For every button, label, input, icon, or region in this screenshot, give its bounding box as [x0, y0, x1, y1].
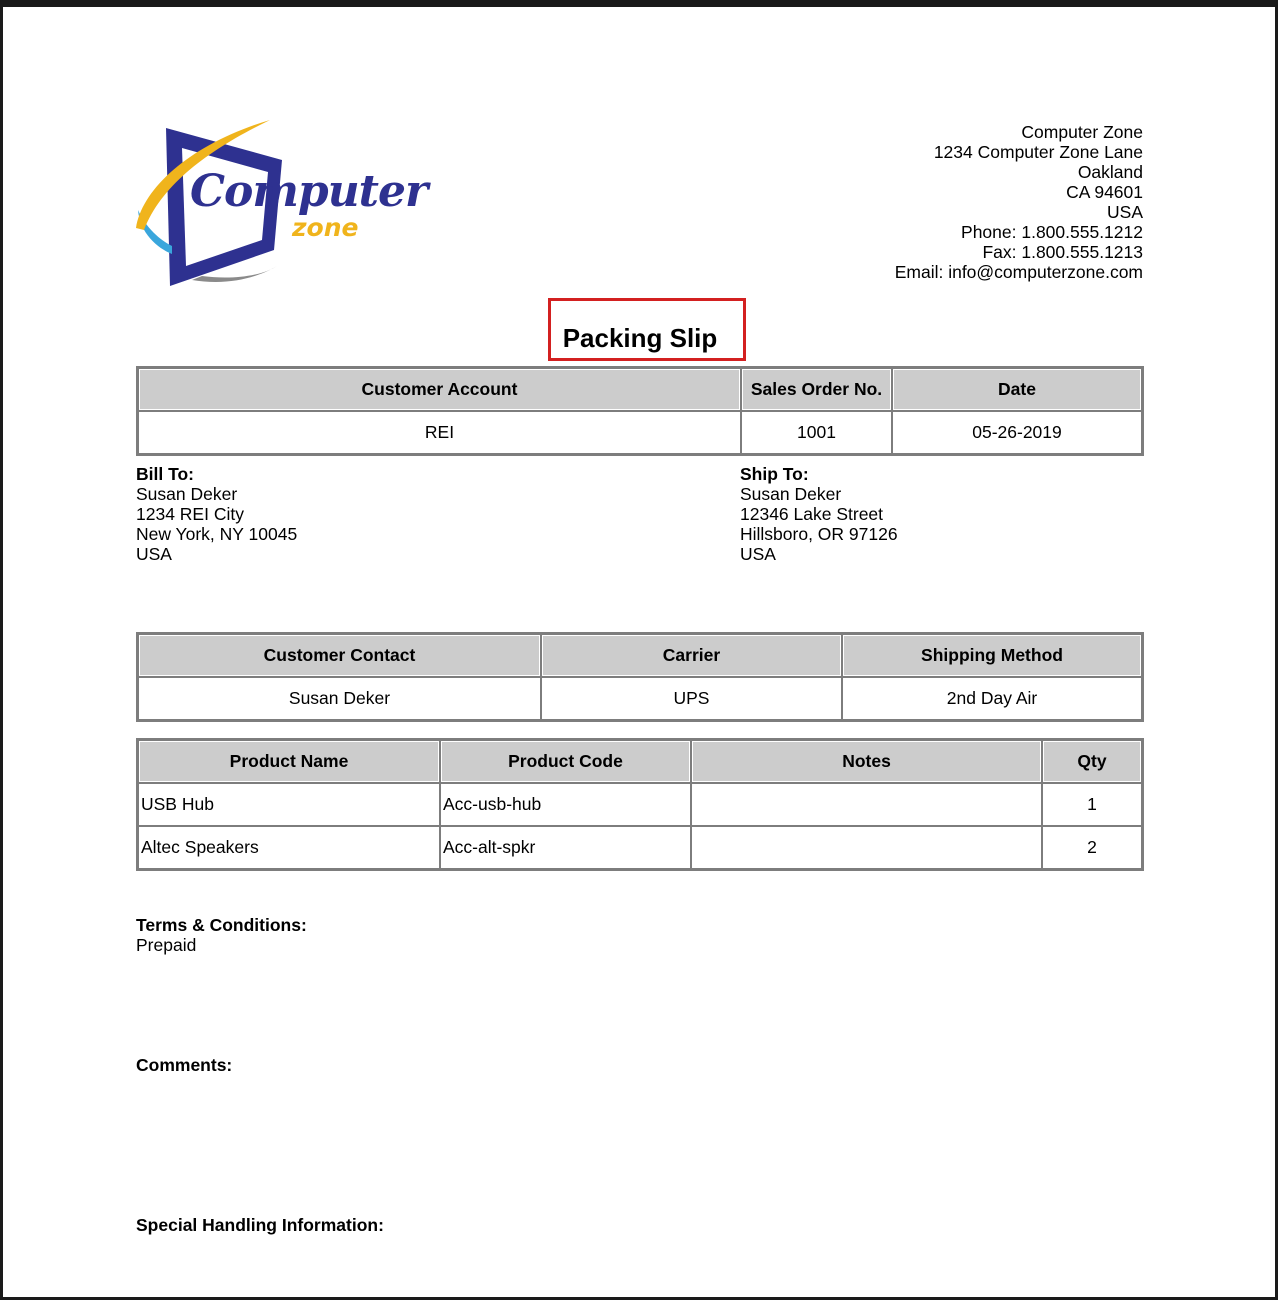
company-country: USA	[1107, 202, 1143, 222]
company-name: Computer Zone	[1021, 122, 1143, 142]
terms-value: Prepaid	[136, 935, 197, 955]
header-qty: Qty	[1042, 740, 1142, 783]
header-carrier: Carrier	[541, 634, 842, 677]
order-value-row	[138, 411, 1142, 454]
product-name-cell: USB Hub	[138, 783, 440, 826]
company-fax: Fax: 1.800.555.1213	[982, 242, 1143, 262]
company-address-block	[895, 122, 1143, 282]
bill-to-block	[136, 464, 297, 564]
date-value: 05-26-2019	[892, 411, 1142, 454]
logo-word-zone: zone	[292, 213, 359, 242]
company-street: 1234 Computer Zone Lane	[933, 142, 1143, 162]
order-info-table	[136, 366, 1144, 456]
product-code-cell: Acc-alt-spkr	[440, 826, 691, 869]
logo-word-computer: Computer	[190, 166, 428, 217]
ship-to-country: USA	[740, 544, 776, 564]
bill-to-street: 1234 REI City	[136, 504, 244, 524]
customer-contact-value: Susan Deker	[138, 677, 541, 720]
qty-cell: 2	[1042, 826, 1142, 869]
terms-section	[136, 915, 307, 955]
company-email: Email: info@computerzone.com	[894, 262, 1143, 282]
bill-to-label: Bill To:	[136, 464, 194, 484]
product-code-cell: Acc-usb-hub	[440, 783, 691, 826]
page-title: Packing Slip	[562, 323, 718, 353]
header-product-code: Product Code	[440, 740, 691, 783]
header-customer-account: Customer Account	[138, 368, 741, 411]
products-table	[136, 738, 1144, 871]
shipping-info-table	[136, 632, 1144, 722]
table-row	[138, 783, 1142, 826]
carrier-value: UPS	[541, 677, 842, 720]
sales-order-no-value: 1001	[741, 411, 892, 454]
bill-to-name: Susan Deker	[136, 484, 238, 504]
shipping-header-row	[138, 634, 1142, 677]
ship-to-label: Ship To:	[740, 464, 809, 484]
company-phone: Phone: 1.800.555.1212	[961, 222, 1143, 242]
header-date: Date	[892, 368, 1142, 411]
ship-to-city: Hillsboro, OR 97126	[740, 524, 898, 544]
header-customer-contact: Customer Contact	[138, 634, 541, 677]
header-product-name: Product Name	[138, 740, 440, 783]
ship-to-block	[740, 464, 898, 564]
bill-to-country: USA	[136, 544, 172, 564]
qty-cell: 1	[1042, 783, 1142, 826]
order-header-row	[138, 368, 1142, 411]
special-handling-section	[136, 1215, 384, 1235]
notes-cell	[691, 783, 1042, 826]
notes-cell	[691, 826, 1042, 869]
shipping-method-value: 2nd Day Air	[842, 677, 1142, 720]
product-name-cell: Altec Speakers	[138, 826, 440, 869]
header-notes: Notes	[691, 740, 1042, 783]
ship-to-street: 12346 Lake Street	[740, 504, 884, 524]
terms-label: Terms & Conditions:	[136, 915, 307, 935]
company-state-zip: CA 94601	[1066, 182, 1143, 202]
bill-to-city: New York, NY 10045	[136, 524, 298, 544]
special-handling-label: Special Handling Information:	[136, 1215, 384, 1235]
customer-account-value: REI	[138, 411, 741, 454]
header-shipping-method: Shipping Method	[842, 634, 1142, 677]
shipping-value-row	[138, 677, 1142, 720]
comments-label: Comments:	[136, 1055, 233, 1075]
table-row	[138, 826, 1142, 869]
computer-zone-logo	[132, 118, 428, 293]
header-sales-order-no: Sales Order No.	[741, 368, 892, 411]
comments-section	[136, 1055, 232, 1075]
products-header-row	[138, 740, 1142, 783]
ship-to-name: Susan Deker	[740, 484, 842, 504]
company-city: Oakland	[1077, 162, 1143, 182]
